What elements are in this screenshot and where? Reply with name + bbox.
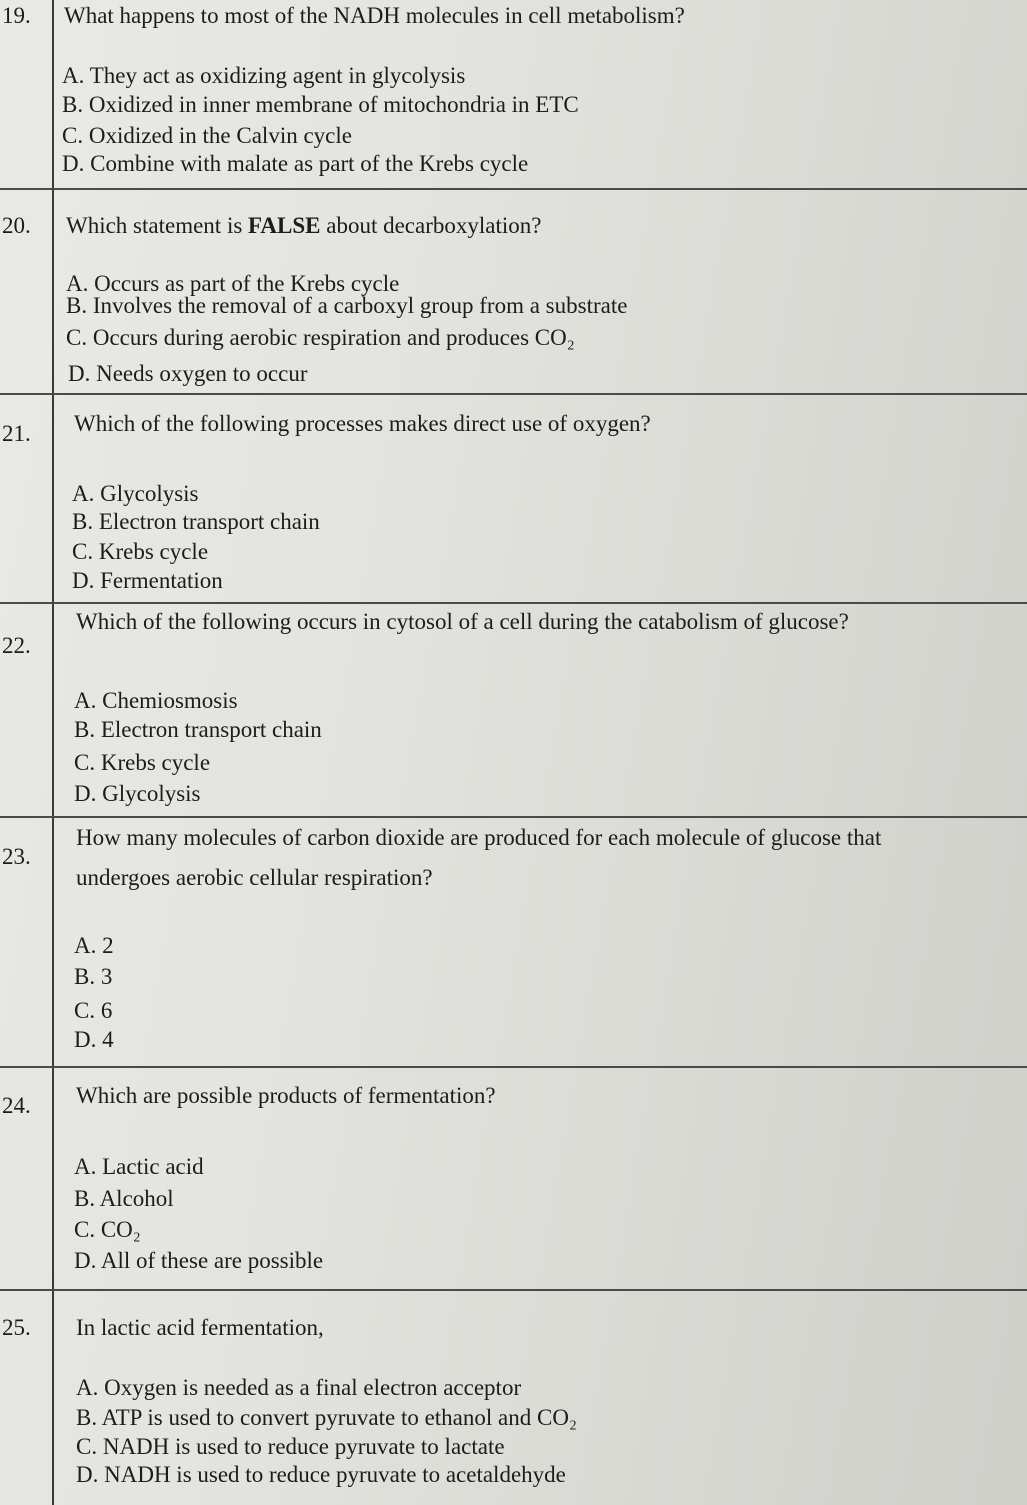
answer-option: C. CO₂ [74, 1217, 141, 1242]
answer-option: D. Combine with malate as part of the Krebs cycle [62, 151, 529, 176]
answer-option: D. Glycolysis [74, 781, 201, 806]
answer-option: A. Occurs as part of the Krebs cycle [66, 271, 400, 296]
answer-option: D. 4 [74, 1027, 114, 1052]
row-divider [0, 393, 1027, 395]
question-number: 24. [2, 1093, 31, 1118]
answer-option: D. NADH is used to reduce pyruvate to acetaldehyde [76, 1462, 566, 1487]
question-number: 22. [2, 633, 31, 658]
question-number: 23. [2, 844, 31, 869]
answer-option: B. Electron transport chain [72, 509, 320, 534]
question-prompt: Which statement is FALSE about decarboxylation? [66, 213, 542, 238]
answer-option: C. Krebs cycle [74, 750, 211, 775]
answer-option: C. Krebs cycle [72, 539, 209, 564]
answer-option: B. Alcohol [74, 1186, 174, 1211]
question-number: 19. [2, 3, 31, 28]
answer-option: D. Needs oxygen to occur [68, 361, 308, 386]
row-divider [0, 602, 1027, 604]
question-prompt: Which are possible products of fermentation? [76, 1083, 496, 1108]
question-prompt: Which of the following occurs in cytosol of a cell during the catabolism of glucose? [76, 609, 849, 634]
answer-option: C. Occurs during aerobic respiration and produces CO₂ [66, 325, 575, 350]
row-divider [0, 1289, 1027, 1291]
answer-option: C. 6 [74, 998, 113, 1023]
answer-option: B. Oxidized in inner membrane of mitochondria in ETC [62, 92, 579, 117]
row-divider [0, 816, 1027, 818]
answer-option: A. Glycolysis [72, 481, 199, 506]
answer-option: B. Electron transport chain [74, 717, 322, 742]
answer-option: B. ATP is used to convert pyruvate to ethanol and CO₂ [76, 1405, 577, 1430]
column-divider [52, 0, 54, 1505]
answer-option: B. Involves the removal of a carboxyl group from a substrate [66, 293, 628, 318]
answer-option: A. Lactic acid [74, 1154, 204, 1179]
answer-option: A. 2 [74, 933, 114, 958]
row-divider [0, 1066, 1027, 1068]
answer-option: A. They act as oxidizing agent in glycolysis [62, 63, 466, 88]
question-number: 20. [2, 213, 31, 238]
question-prompt-continued: undergoes aerobic cellular respiration? [76, 865, 433, 890]
answer-option: D. Fermentation [72, 568, 223, 593]
question-number: 25. [2, 1315, 31, 1340]
answer-option: B. 3 [74, 964, 113, 989]
answer-option: C. Oxidized in the Calvin cycle [62, 123, 352, 148]
question-number: 21. [2, 421, 31, 446]
answer-option: C. NADH is used to reduce pyruvate to lactate [76, 1434, 505, 1459]
question-prompt: What happens to most of the NADH molecules in cell metabolism? [64, 3, 685, 28]
emphasis-text: FALSE [248, 213, 321, 238]
row-divider [0, 188, 1027, 190]
question-prompt: Which of the following processes makes direct use of oxygen? [74, 411, 651, 436]
question-prompt: In lactic acid fermentation, [76, 1315, 324, 1340]
answer-option: A. Oxygen is needed as a final electron acceptor [76, 1375, 522, 1400]
answer-option: D. All of these are possible [74, 1248, 324, 1273]
question-prompt: How many molecules of carbon dioxide are produced for each molecule of glucose that [76, 825, 882, 850]
answer-option: A. Chemiosmosis [74, 688, 238, 713]
